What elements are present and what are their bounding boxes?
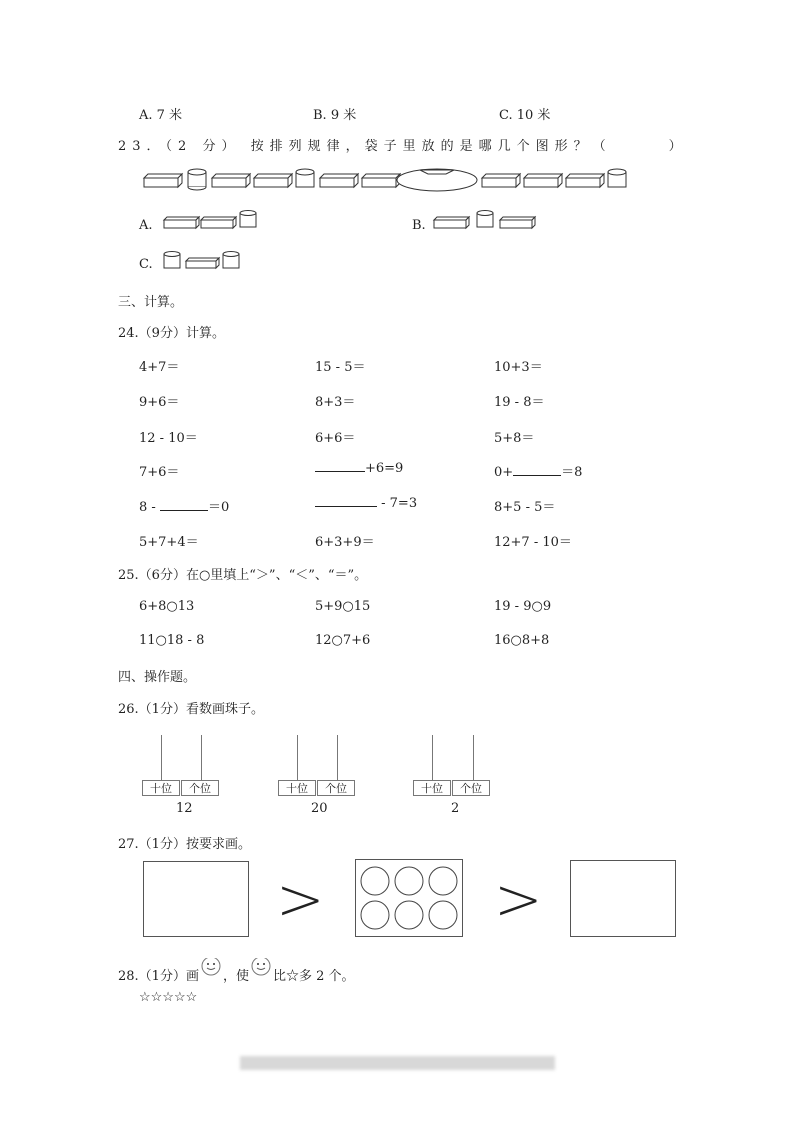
q23-stem: 23．（2 分） 按排列规律，袋子里放的是哪几个图形？（ ）	[118, 139, 688, 154]
abacus-number: 20	[311, 801, 328, 816]
abacus-tens-label: 十位	[413, 780, 451, 796]
greater-than-sign: >	[276, 865, 325, 933]
cuboid-icon	[320, 174, 358, 187]
abacus-ones-label: 个位	[452, 780, 490, 796]
abacus-ones-label: 个位	[317, 780, 355, 796]
q24-item: 9+6＝	[139, 395, 180, 410]
q25-item: 6+8○13	[139, 599, 195, 614]
q24-item-with-blank	[494, 461, 582, 480]
q26-stem: 26.（1分）看数画珠子。	[118, 702, 264, 717]
cylinder-icon	[296, 169, 314, 187]
q23-option-b-label[interactable]: B.	[412, 218, 426, 233]
q25-item: 19 - 9○9	[494, 599, 552, 614]
q24-item-text: ＝8	[561, 465, 583, 480]
section-3-heading: 三、计算。	[118, 295, 184, 310]
q24-item: 19 - 8＝	[494, 395, 545, 410]
q24-item: 8+5 - 5＝	[494, 500, 556, 515]
q24-item: 10+3＝	[494, 360, 543, 375]
q24-item: 6+6＝	[315, 431, 356, 446]
q24-item-text: - 7=3	[377, 496, 418, 511]
q24-item-with-blank	[315, 496, 417, 511]
q24-item-text: +6=9	[365, 461, 404, 476]
abacus-rod-ones[interactable]	[473, 735, 474, 780]
six-circles	[356, 860, 462, 936]
q24-item-text: ＝0	[207, 500, 230, 515]
abacus-ones-label: 个位	[181, 780, 219, 796]
q25-item: 12○7+6	[315, 633, 371, 648]
q24-item-text: 8 -	[139, 500, 156, 515]
abacus-rod-tens[interactable]	[161, 735, 162, 780]
q24-stem: 24.（9分）计算。	[118, 326, 225, 341]
q25-stem: 25.（6分）在○里填上“＞”、“＜”、“＝”。	[118, 568, 368, 583]
cuboid-icon	[362, 174, 400, 187]
q24-item: 4+7＝	[139, 360, 180, 375]
q23-option-c-shapes	[162, 247, 252, 273]
q22-option-b: B. 9 米	[313, 108, 357, 123]
smiley-face-icon	[199, 958, 223, 984]
q28-text: 28.（1分）画	[118, 969, 199, 984]
abacus-rod-ones[interactable]	[201, 735, 202, 780]
cuboid-icon	[144, 174, 182, 187]
abacus-number: 2	[451, 801, 460, 816]
greater-than-sign: >	[494, 865, 543, 933]
drawing-box-left[interactable]	[143, 861, 249, 937]
q23-shape-sequence	[140, 164, 640, 194]
blurred-footer	[240, 1056, 555, 1070]
abacus-rod-tens[interactable]	[432, 735, 433, 780]
q24-item-with-blank	[315, 461, 403, 476]
q24-item: 5+8＝	[494, 431, 535, 446]
answer-blank[interactable]	[513, 474, 561, 476]
q23-option-b-shapes	[432, 208, 542, 234]
q25-item: 11○18 - 8	[139, 633, 205, 648]
q22-option-c: C. 10 米	[499, 108, 551, 123]
q24-item: 12 - 10＝	[139, 431, 198, 446]
q25-item: 5+9○15	[315, 599, 371, 614]
q28-stars: ☆☆☆☆☆	[139, 990, 198, 1005]
answer-blank[interactable]	[315, 470, 365, 472]
q28-stem	[118, 958, 355, 984]
cylinder-icon	[608, 169, 626, 187]
circles-box	[355, 859, 463, 937]
q27-stem: 27.（1分）按要求画。	[118, 837, 251, 852]
abacus-number: 12	[176, 801, 193, 816]
q23-option-a-label[interactable]: A.	[139, 218, 153, 233]
q24-item: 8+3＝	[315, 395, 356, 410]
cuboid-icon	[566, 174, 604, 187]
cylinder-icon	[188, 169, 206, 190]
q24-item: 12+7 - 10＝	[494, 535, 572, 550]
q28-text: ，使	[222, 969, 249, 984]
section-4-heading: 四、操作题。	[118, 670, 197, 685]
q25-item: 16○8+8	[494, 633, 550, 648]
abacus-rod-ones[interactable]	[337, 735, 338, 780]
q24-item: 5+7+4＝	[139, 535, 199, 550]
q24-item: 6+3+9＝	[315, 535, 375, 550]
q28-text: 比☆多 2 个。	[272, 969, 355, 984]
q24-item: 15 - 5＝	[315, 360, 366, 375]
q22-option-a: A. 7 米	[139, 108, 183, 123]
q23-option-c-label[interactable]: C.	[139, 257, 153, 272]
abacus-tens-label: 十位	[142, 780, 180, 796]
abacus-rod-tens[interactable]	[297, 735, 298, 780]
q24-item-with-blank	[139, 496, 229, 515]
cuboid-icon	[524, 174, 562, 187]
bag-icon	[397, 169, 477, 191]
smiley-face-icon	[249, 958, 273, 984]
answer-blank[interactable]	[315, 505, 377, 507]
cuboid-icon	[254, 174, 292, 187]
drawing-box-right[interactable]	[570, 860, 676, 937]
abacus-tens-label: 十位	[278, 780, 316, 796]
cuboid-icon	[482, 174, 520, 187]
cuboid-icon	[212, 174, 250, 187]
answer-blank[interactable]	[160, 509, 208, 511]
q23-option-a-shapes	[162, 208, 262, 234]
q24-item: 7+6＝	[139, 465, 180, 480]
q24-item-text: 0+	[494, 465, 514, 480]
